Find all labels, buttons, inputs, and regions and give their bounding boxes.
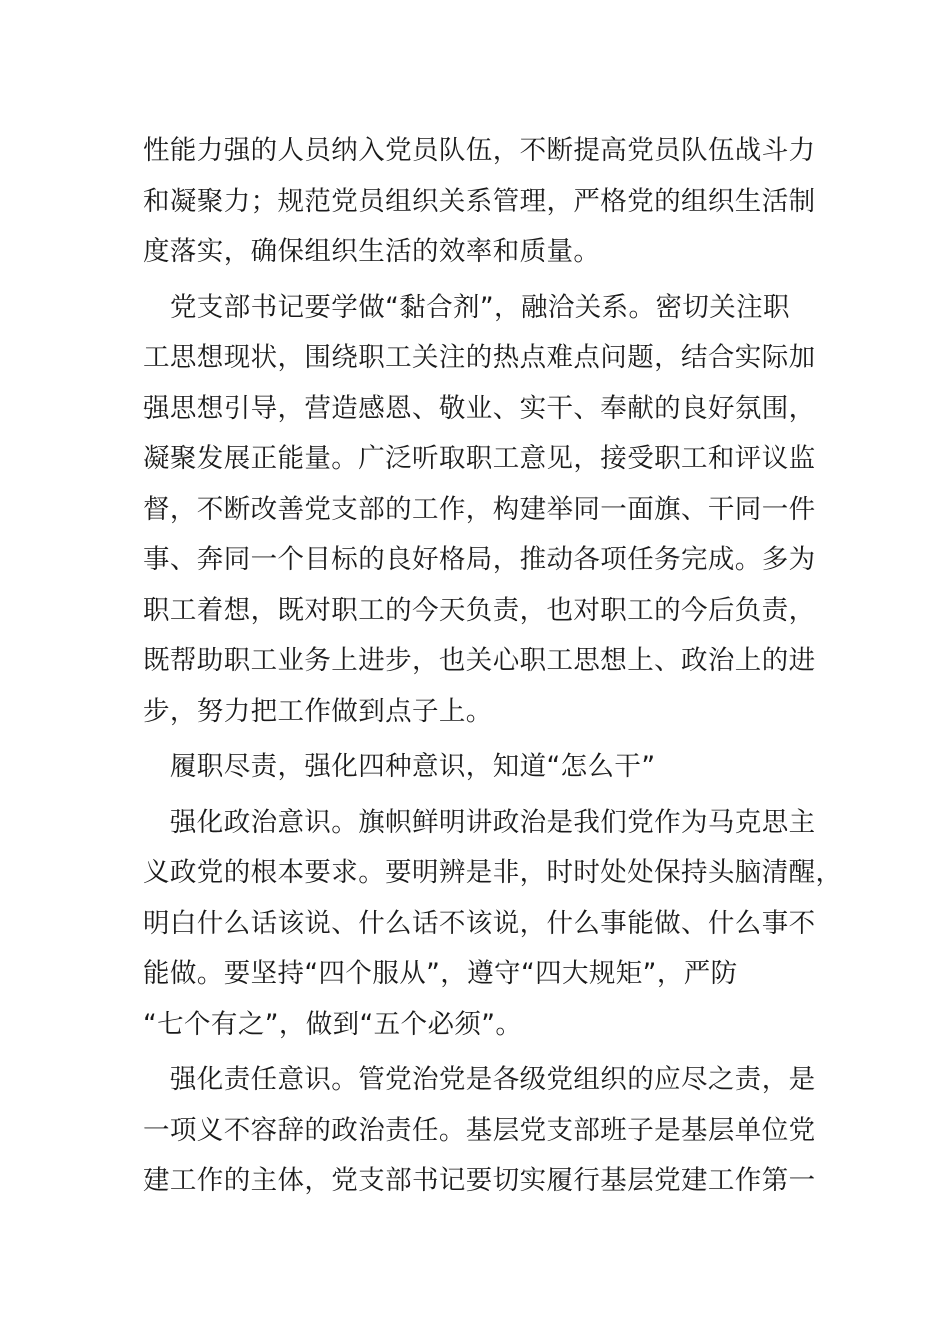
text-line: 性能力强的人员纳入党员队伍，不断提高党员队伍战斗力 bbox=[143, 135, 816, 166]
paragraph bbox=[143, 126, 816, 278]
section-heading bbox=[143, 742, 803, 793]
text-line: “七个有之”，做到“五个必须”。 bbox=[143, 1008, 523, 1040]
paragraph bbox=[143, 798, 843, 1051]
text-line: 党支部书记要学做“黏合剂”，融洽关系。密切关注职 bbox=[143, 291, 790, 323]
text-line: 事、奔同一个目标的良好格局，推动各项任务完成。多为 bbox=[143, 544, 816, 575]
text-line: 义政党的根本要求。要明辨是非，时时处处保持头脑清醒， bbox=[143, 857, 843, 888]
text-line: 职工着想，既对职工的今天负责，也对职工的今后负责， bbox=[143, 594, 816, 626]
text-line: 督，不断改善党支部的工作，构建举同一面旗、干同一件 bbox=[143, 493, 816, 525]
text-line: 明白什么话该说、什么话不该说，什么事能做、什么事不 bbox=[143, 907, 816, 939]
text-line: 强思想引导，营造感恩、敬业、实干、奉献的良好氛围， bbox=[143, 392, 816, 424]
text-line: 强化责任意识。管党治党是各级党组织的应尽之责，是 bbox=[143, 1064, 816, 1095]
paragraph bbox=[143, 283, 816, 738]
text-line: 步，努力把工作做到点子上。 bbox=[143, 695, 493, 727]
text-line: 既帮助职工业务上进步，也关心职工思想上、政治上的进 bbox=[143, 645, 816, 676]
text-line: 一项义不容辞的政治责任。基层党支部班子是基层单位党 bbox=[143, 1114, 816, 1146]
text-line: 凝聚发展正能量。广泛听取职工意见，接受职工和评议监 bbox=[143, 443, 816, 474]
text-line: 强化政治意识。旗帜鲜明讲政治是我们党作为马克思主 bbox=[143, 806, 816, 838]
text-line: 工思想现状，围绕职工关注的热点难点问题，结合实际加 bbox=[143, 342, 816, 373]
text-line: 能做。要坚持“四个服从”，遵守“四大规矩”，严防 bbox=[143, 958, 738, 989]
text-line: 和凝聚力；规范党员组织关系管理，严格党的组织生活制 bbox=[143, 185, 816, 217]
text-line: 履职尽责，强化四种意识，知道“怎么干” bbox=[143, 751, 656, 782]
body-text bbox=[143, 126, 843, 1212]
text-line: 建工作的主体，党支部书记要切实履行基层党建工作第一 bbox=[143, 1165, 816, 1196]
paragraph bbox=[143, 1055, 816, 1207]
text-line: 度落实，确保组织生活的效率和质量。 bbox=[143, 236, 601, 267]
